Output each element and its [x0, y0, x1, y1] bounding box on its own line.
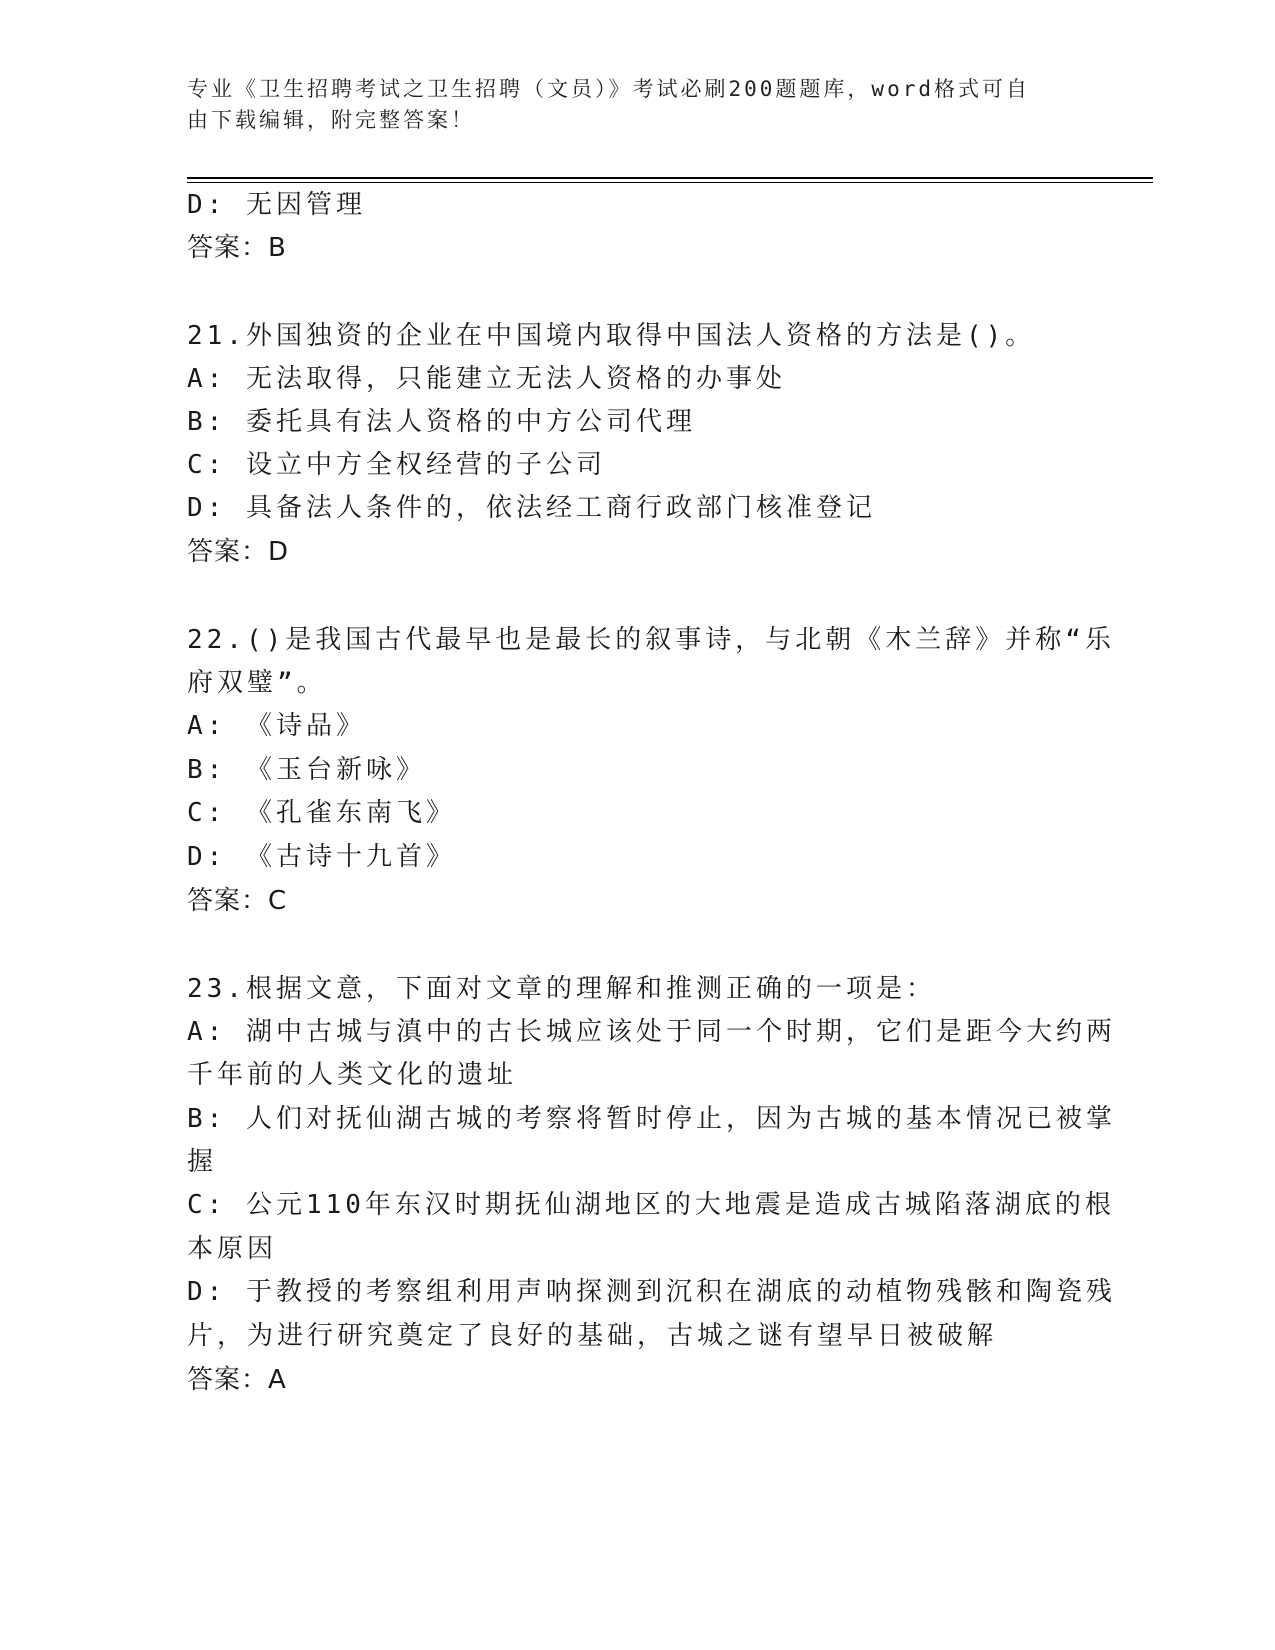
- answer-q23: 答案：A: [187, 1365, 287, 1395]
- option-c-q22: C: 《孔雀东南飞》: [187, 798, 456, 828]
- option-b-q22: B: 《玉台新咏》: [187, 755, 426, 785]
- option-b-q23-line-1: B: 人们对抚仙湖古城的考察将暂时停止，因为古城的基本情况已被掌: [187, 1104, 1116, 1134]
- question-21: 21.外国独资的企业在中国境内取得中国法人资格的方法是()。: [187, 321, 1036, 351]
- option-c-q21: C: 设立中方全权经营的子公司: [187, 450, 606, 480]
- option-b-q21: B: 委托具有法人资格的中方公司代理: [187, 407, 696, 437]
- option-b-q23-line-2: 握: [187, 1147, 218, 1177]
- option-c-q23-line-2: 本原因: [187, 1234, 278, 1264]
- option-d-q23-line-1: D: 于教授的考察组利用声呐探测到沉积在湖底的动植物残骸和陶瓷残: [187, 1277, 1116, 1307]
- header-rule-thick: [187, 177, 1153, 179]
- option-d-q21: D: 具备法人条件的，依法经工商行政部门核准登记: [187, 493, 876, 523]
- question-22-line-2: 府双璧”。: [187, 668, 327, 698]
- header-line-2: 由下载编辑，附完整答案！: [187, 108, 475, 132]
- header-line-1: 专业《卫生招聘考试之卫生招聘（文员）》考试必刷200题题库，word格式可自: [187, 77, 1030, 101]
- answer-q20: 答案：B: [187, 233, 287, 263]
- option-d-q23-line-2: 片，为进行研究奠定了良好的基础，古城之谜有望早日被破解: [187, 1321, 998, 1351]
- option-d-q20: D: 无因管理: [187, 190, 366, 220]
- question-23: 23.根据文意，下面对文章的理解和推测正确的一项是：: [187, 974, 936, 1004]
- option-c-q23-line-1: C: 公元110年东汉时期抚仙湖地区的大地震是造成古城陷落湖底的根: [187, 1190, 1115, 1220]
- header-rule-thin: [187, 182, 1153, 183]
- option-a-q22: A: 《诗品》: [187, 711, 366, 741]
- answer-q22: 答案：C: [187, 886, 288, 916]
- option-a-q21: A: 无法取得，只能建立无法人资格的办事处: [187, 364, 786, 394]
- answer-q21: 答案：D: [187, 537, 290, 567]
- question-22-line-1: 22.()是我国古代最早也是最长的叙事诗，与北朝《木兰辞》并称“乐: [187, 625, 1115, 655]
- option-a-q23-line-2: 千年前的人类文化的遗址: [187, 1060, 518, 1090]
- page-header: [187, 74, 1067, 136]
- option-a-q23-line-1: A: 湖中古城与滇中的古长城应该处于同一个时期，它们是距今大约两: [187, 1017, 1116, 1047]
- option-d-q22: D: 《古诗十九首》: [187, 842, 456, 872]
